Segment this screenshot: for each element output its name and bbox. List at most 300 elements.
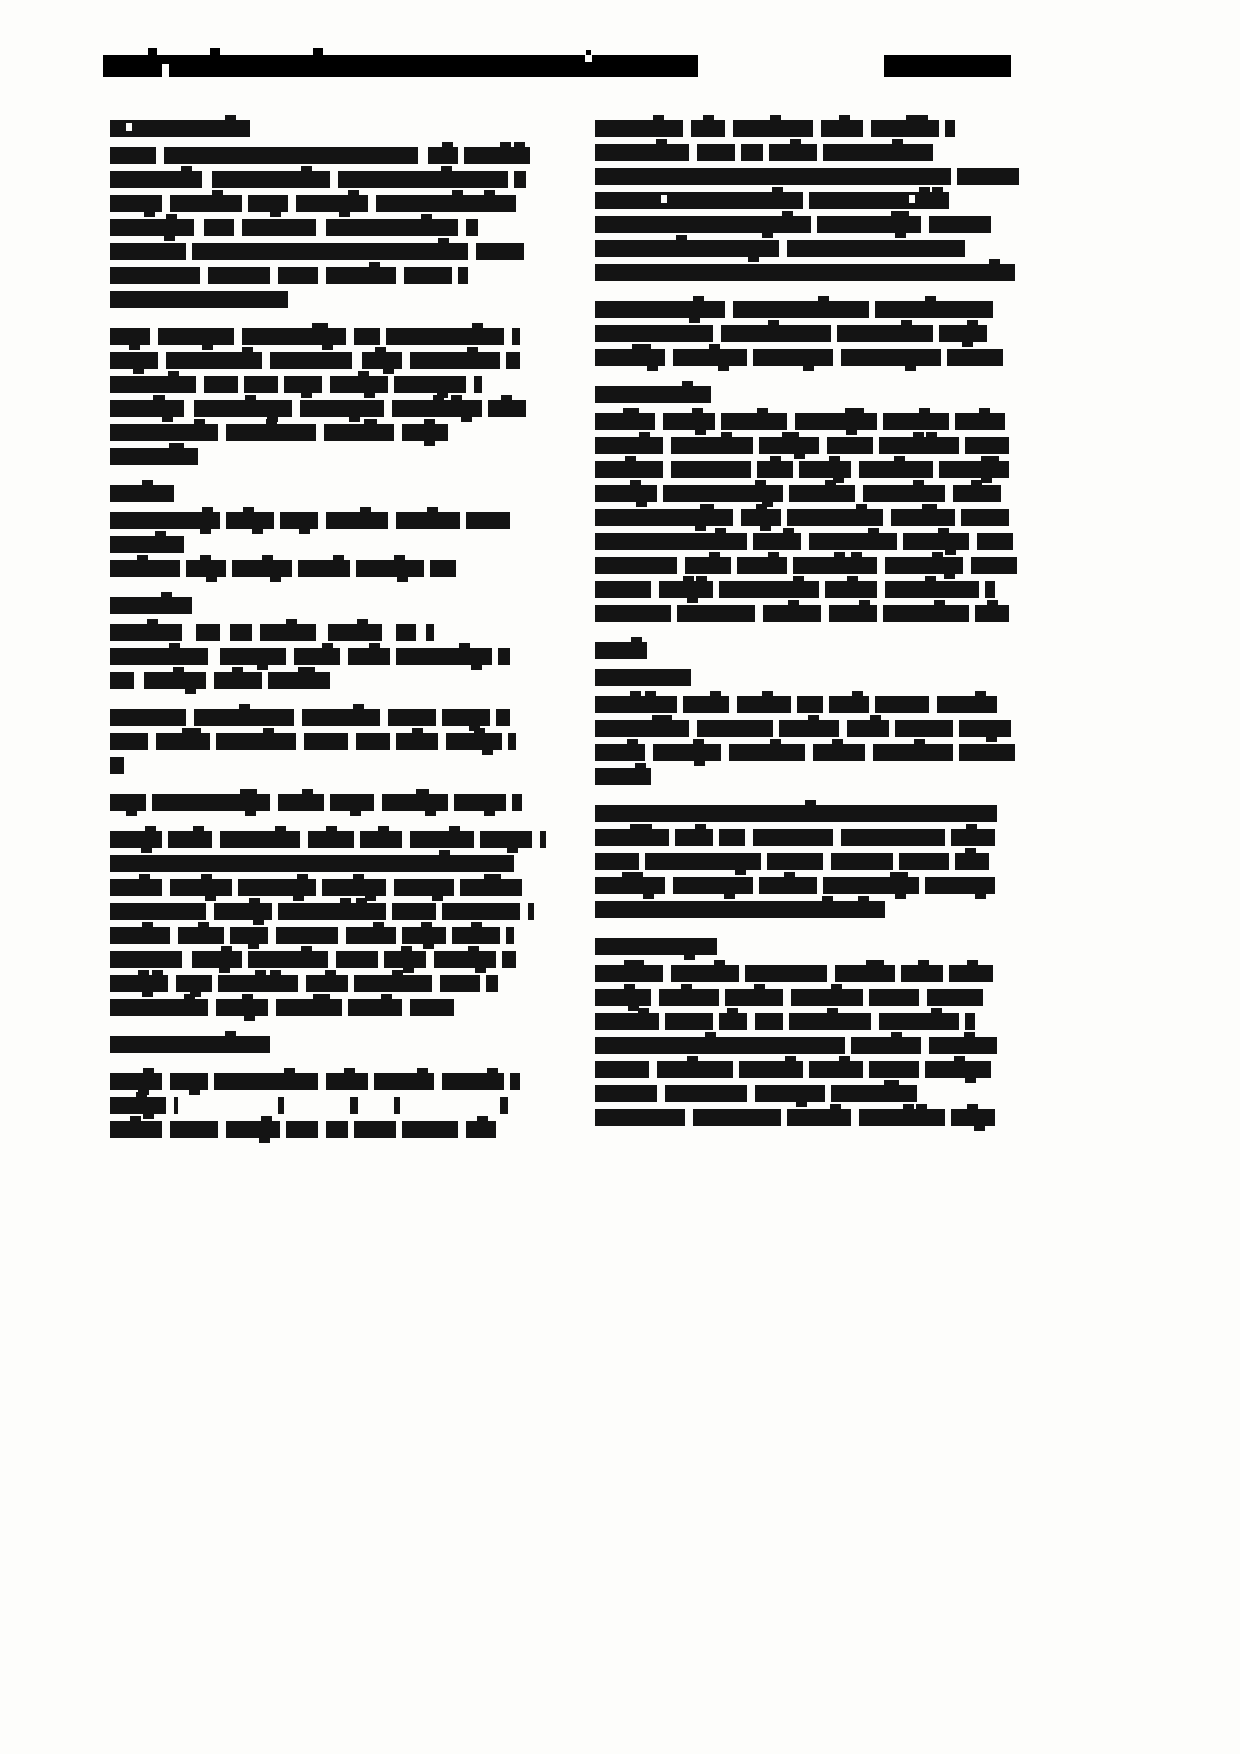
glyph-descender xyxy=(383,368,394,374)
word-gap xyxy=(358,1097,394,1114)
redaction-box xyxy=(975,605,1009,622)
glyph-ascender xyxy=(373,922,384,928)
glyph-descender xyxy=(364,392,375,398)
redaction-box xyxy=(955,413,1005,430)
redaction-box xyxy=(595,325,713,342)
redaction-box xyxy=(212,171,330,188)
redaction-box xyxy=(829,605,877,622)
glyph-ascender xyxy=(901,320,912,326)
redaction-box xyxy=(232,560,292,577)
glyph-ascender xyxy=(709,552,720,558)
word-gap xyxy=(234,328,242,345)
redacted-text-line xyxy=(595,853,1013,870)
glyph-ascender xyxy=(421,214,432,220)
glyph-ascender xyxy=(790,139,801,145)
glyph-ascender xyxy=(474,728,485,734)
redacted-text-line xyxy=(595,829,1013,846)
redaction-box xyxy=(514,171,526,188)
redaction-box xyxy=(595,965,663,982)
glyph-ascender xyxy=(788,600,799,606)
glyph-descender xyxy=(202,344,213,350)
redaction-box xyxy=(110,267,200,284)
redaction-box xyxy=(178,927,224,944)
redaction-box xyxy=(278,1097,284,1114)
word-gap xyxy=(380,709,388,726)
glyph-ascender xyxy=(932,552,943,558)
glyph-ascender xyxy=(788,432,799,438)
redaction-box xyxy=(795,413,877,430)
redacted-text-line xyxy=(595,877,1013,894)
redacted-text-line xyxy=(110,195,522,212)
redaction-box xyxy=(665,1013,713,1030)
word-gap xyxy=(733,509,741,526)
redaction-box xyxy=(506,352,520,369)
redaction-box xyxy=(925,1061,991,1078)
redaction-box xyxy=(428,147,458,164)
redaction-box xyxy=(927,989,983,1006)
glyph-descender xyxy=(397,576,408,582)
word-gap xyxy=(921,1037,929,1054)
redaction-box xyxy=(965,1013,975,1030)
redaction-box xyxy=(152,794,270,811)
glyph-ascender xyxy=(631,637,642,643)
glyph-descender xyxy=(647,365,658,371)
glyph-ascender xyxy=(827,1008,838,1014)
redaction-box xyxy=(769,144,817,161)
redaction-box xyxy=(693,1109,781,1126)
redaction-box xyxy=(809,1061,863,1078)
glyph-ascender xyxy=(202,507,213,513)
word-gap xyxy=(532,831,540,848)
redaction-box xyxy=(110,1036,270,1053)
word-gap xyxy=(416,624,426,641)
word-gap xyxy=(969,533,977,550)
glyph-descender xyxy=(724,893,735,899)
redaction-box xyxy=(873,744,953,761)
glyph-descender xyxy=(748,256,759,262)
redaction-box xyxy=(697,720,773,737)
redaction-box xyxy=(823,144,933,161)
redaction-box xyxy=(875,301,993,318)
page-footer xyxy=(0,1664,1240,1754)
redaction-box xyxy=(959,720,1011,737)
redaction-box xyxy=(192,951,242,968)
redaction-box xyxy=(110,219,194,236)
glyph-ascender xyxy=(661,715,672,721)
glyph-ascender xyxy=(966,824,977,830)
redaction-box xyxy=(434,951,496,968)
redaction-box xyxy=(294,648,340,665)
glyph-ascender xyxy=(919,187,930,193)
glyph-ascender xyxy=(768,552,779,558)
glyph-ascender xyxy=(181,166,192,172)
redaction-box xyxy=(156,733,210,750)
glyph-ascender xyxy=(418,789,429,795)
word-gap xyxy=(851,461,859,478)
redaction-box xyxy=(512,328,520,345)
redacted-text-line xyxy=(110,831,522,848)
redaction-box xyxy=(671,965,739,982)
glyph-ascender xyxy=(852,691,863,697)
redacted-heading xyxy=(110,485,522,502)
redaction-box xyxy=(719,829,745,846)
redaction-box xyxy=(671,461,751,478)
redacted-text-line xyxy=(110,733,522,750)
redaction-box xyxy=(797,696,823,713)
redacted-heading-line xyxy=(595,938,1013,955)
redacted-heading xyxy=(110,597,522,614)
glyph-ascender xyxy=(681,984,692,990)
redaction-box xyxy=(821,120,863,137)
glyph-descender xyxy=(185,688,196,694)
redaction-box xyxy=(286,1121,318,1138)
word-gap xyxy=(929,696,937,713)
redacted-text-line xyxy=(595,1085,1013,1102)
redaction-box xyxy=(442,709,490,726)
glyph-ascender xyxy=(656,139,667,145)
word-gap xyxy=(432,975,440,992)
glyph-ascender xyxy=(925,296,936,302)
glyph-ascender xyxy=(243,507,254,513)
redaction-box xyxy=(226,512,274,529)
redaction-box xyxy=(208,267,270,284)
redaction-box xyxy=(248,195,288,212)
glyph-ascender xyxy=(971,480,982,486)
redaction-box xyxy=(663,413,715,430)
glyph-counter xyxy=(126,123,132,131)
glyph-ascender xyxy=(891,211,902,217)
redaction-box xyxy=(985,581,995,598)
redacted-heading-line xyxy=(595,386,1013,403)
glyph-descender xyxy=(461,416,472,422)
glyph-ascender xyxy=(449,826,460,832)
word-gap xyxy=(426,951,434,968)
redacted-text-line xyxy=(110,794,522,811)
redaction-box xyxy=(871,120,939,137)
glyph-ascender xyxy=(692,408,703,414)
word-gap xyxy=(316,219,326,236)
glyph-descender xyxy=(803,365,814,371)
redaction-box xyxy=(174,1097,178,1114)
redaction-box xyxy=(831,1085,917,1102)
redaction-box xyxy=(110,733,148,750)
glyph-ascender xyxy=(366,419,377,425)
redacted-text-line xyxy=(595,349,1013,366)
redaction-box xyxy=(540,831,546,848)
glyph-ascender xyxy=(965,848,976,854)
redaction-box xyxy=(230,927,268,944)
word-gap xyxy=(663,437,671,454)
redacted-text-line xyxy=(110,903,522,920)
redaction-box xyxy=(384,951,426,968)
glyph-ascender xyxy=(381,994,392,1000)
word-gap xyxy=(833,829,841,846)
redaction-box xyxy=(659,581,713,598)
redaction-box xyxy=(498,648,510,665)
redacted-text-line xyxy=(110,536,522,553)
glyph-ascender xyxy=(703,115,714,121)
word-gap xyxy=(348,733,356,750)
glyph-ascender xyxy=(635,763,646,769)
redaction-box xyxy=(813,744,865,761)
redaction-box xyxy=(446,733,502,750)
left-text-column xyxy=(110,120,522,1158)
glyph-descender xyxy=(507,847,518,853)
word-gap xyxy=(665,349,673,366)
glyph-descender xyxy=(760,525,771,531)
redaction-box xyxy=(721,413,787,430)
redaction-box xyxy=(901,965,943,982)
word-gap xyxy=(438,733,446,750)
redaction-box xyxy=(110,831,162,848)
glyph-descender xyxy=(695,525,706,531)
word-gap xyxy=(268,999,276,1016)
redacted-text-line xyxy=(595,1061,1013,1078)
glyph-ascender xyxy=(275,826,286,832)
glyph-ascender xyxy=(834,552,845,558)
glyph-ascender xyxy=(459,643,470,649)
redaction-box xyxy=(386,328,504,345)
redaction-box xyxy=(879,1013,959,1030)
glyph-descender xyxy=(794,453,805,459)
glyph-descender xyxy=(695,429,706,435)
word-gap xyxy=(418,147,428,164)
redaction-box xyxy=(663,485,783,502)
glyph-ascender xyxy=(772,187,783,193)
redacted-text-line xyxy=(110,648,522,665)
glyph-ascender xyxy=(987,600,998,606)
word-gap xyxy=(286,648,294,665)
redaction-box xyxy=(791,989,863,1006)
glyph-ascender xyxy=(145,826,156,832)
glyph-descender xyxy=(259,1137,270,1143)
right-text-column xyxy=(595,120,1013,1146)
word-gap xyxy=(318,1121,326,1138)
redaction-box xyxy=(653,744,721,761)
redaction-box xyxy=(110,794,146,811)
redaction-box xyxy=(595,938,717,955)
redaction-box xyxy=(859,461,933,478)
redaction-box xyxy=(895,720,953,737)
redaction-box xyxy=(392,903,436,920)
glyph-ascender xyxy=(392,970,403,976)
glyph-ascender xyxy=(859,600,870,606)
word-gap xyxy=(386,879,394,896)
redacted-text-line xyxy=(110,560,522,577)
word-gap xyxy=(801,533,809,550)
redaction-box xyxy=(220,648,286,665)
redaction-box xyxy=(595,1037,845,1054)
redaction-box xyxy=(392,400,482,417)
glyph-ascender xyxy=(137,555,148,561)
redaction-box xyxy=(595,1061,649,1078)
glyph-ascender xyxy=(925,576,936,582)
word-gap xyxy=(729,696,737,713)
glyph-ascender xyxy=(369,643,380,649)
glyph-ascender xyxy=(710,691,721,697)
glyph-ascender xyxy=(142,922,153,928)
glyph-ascender xyxy=(683,576,694,582)
redacted-text-line xyxy=(110,1121,522,1138)
glyph-descender xyxy=(200,528,211,534)
glyph-descender xyxy=(945,549,956,555)
glyph-ascender xyxy=(261,1116,272,1122)
word-gap xyxy=(396,267,404,284)
word-gap xyxy=(340,648,348,665)
glyph-descender xyxy=(205,895,216,901)
glyph-ascender xyxy=(975,691,986,697)
glyph-ascender xyxy=(705,1032,716,1038)
redaction-box xyxy=(595,1085,657,1102)
redaction-box xyxy=(110,400,184,417)
redaction-box xyxy=(218,975,298,992)
glyph-ascender xyxy=(926,432,937,438)
redacted-text-line xyxy=(110,352,522,369)
redaction-box xyxy=(891,509,955,526)
redaction-box xyxy=(110,975,168,992)
redaction-box xyxy=(809,533,897,550)
word-gap xyxy=(284,1097,350,1114)
redaction-box xyxy=(308,831,354,848)
redaction-box xyxy=(929,1037,997,1054)
glyph-descender xyxy=(339,211,350,217)
redaction-box xyxy=(326,512,388,529)
glyph-descender xyxy=(126,810,137,816)
redaction-box xyxy=(885,581,979,598)
glyph-ascender xyxy=(693,296,704,302)
glyph-descender xyxy=(981,477,992,483)
glyph-descender xyxy=(350,810,361,816)
redaction-box xyxy=(939,461,1009,478)
redaction-box xyxy=(977,533,1013,550)
redacted-paragraph xyxy=(595,805,1013,918)
redacted-text-line xyxy=(595,965,1013,982)
redacted-text-line xyxy=(110,171,522,188)
redaction-box xyxy=(506,927,514,944)
redaction-box xyxy=(460,879,522,896)
redaction-box xyxy=(296,195,368,212)
glyph-descender xyxy=(245,810,256,816)
glyph-ascender xyxy=(785,1056,796,1062)
redacted-text-line xyxy=(110,999,522,1016)
glyph-descender xyxy=(846,429,857,435)
glyph-ascender xyxy=(627,739,638,745)
glyph-ascender xyxy=(653,115,664,121)
redacted-text-line xyxy=(595,264,1013,281)
redaction-box xyxy=(759,877,817,894)
glyph-ascender xyxy=(784,872,795,878)
redaction-box xyxy=(595,581,651,598)
redaction-box xyxy=(110,448,198,465)
redaction-box xyxy=(595,557,677,574)
glyph-ascender xyxy=(770,115,781,121)
redaction-box xyxy=(268,672,330,689)
glyph-ascender xyxy=(916,1104,927,1110)
glyph-ascender xyxy=(918,960,929,966)
redaction-box xyxy=(278,267,318,284)
glyph-ascender xyxy=(239,704,250,710)
redacted-text-line xyxy=(595,989,1013,1006)
glyph-ascender xyxy=(357,619,368,625)
redaction-box xyxy=(186,560,226,577)
redaction-box xyxy=(595,386,711,403)
glyph-ascender xyxy=(166,214,177,220)
redaction-box xyxy=(230,624,252,641)
redaction-box xyxy=(328,624,382,641)
redacted-paragraph xyxy=(595,965,1013,1126)
word-gap xyxy=(292,400,300,417)
glyph-ascender xyxy=(240,789,251,795)
glyph-ascender xyxy=(762,691,773,697)
redaction-box xyxy=(831,853,893,870)
redaction-box xyxy=(376,195,516,212)
word-gap xyxy=(520,903,528,920)
glyph-ascender xyxy=(858,896,869,902)
redaction-box xyxy=(276,927,338,944)
glyph-ascender xyxy=(703,504,714,510)
word-gap xyxy=(833,349,841,366)
redaction-box xyxy=(168,831,212,848)
glyph-ascender xyxy=(313,994,324,1000)
word-gap xyxy=(665,877,673,894)
glyph-ascender xyxy=(931,1008,942,1014)
glyph-ascender xyxy=(138,970,149,976)
glyph-ascender xyxy=(830,1104,841,1110)
glyph-descender xyxy=(694,760,705,766)
glyph-descender xyxy=(471,664,482,670)
word-gap xyxy=(663,965,671,982)
word-gap xyxy=(713,325,721,342)
redaction-box xyxy=(110,951,182,968)
redaction-box xyxy=(302,709,380,726)
redaction-box xyxy=(244,376,278,393)
word-gap xyxy=(150,328,158,345)
redaction-box xyxy=(474,376,482,393)
word-gap xyxy=(270,794,278,811)
redacted-text-line xyxy=(110,855,522,872)
glyph-descender xyxy=(718,365,729,371)
redacted-text-line xyxy=(110,147,522,164)
redacted-text-line xyxy=(110,672,522,689)
glyph-ascender xyxy=(245,395,256,401)
redaction-box xyxy=(402,1121,458,1138)
glyph-counter xyxy=(909,195,915,203)
redacted-text-line xyxy=(595,901,1013,918)
redaction-box xyxy=(741,509,781,526)
word-gap xyxy=(208,648,220,665)
redaction-box xyxy=(214,903,272,920)
redaction-box xyxy=(410,352,500,369)
redaction-box xyxy=(394,879,454,896)
redacted-heading-line xyxy=(595,642,1013,659)
redaction-box xyxy=(176,975,212,992)
word-gap xyxy=(200,267,208,284)
redaction-box xyxy=(356,733,390,750)
redaction-box xyxy=(324,424,394,441)
redacted-text-line xyxy=(110,243,522,260)
redaction-box xyxy=(354,975,432,992)
glyph-descender xyxy=(133,368,144,374)
glyph-ascender xyxy=(270,970,281,976)
redaction-box xyxy=(216,733,296,750)
glyph-descender xyxy=(143,1113,154,1119)
glyph-ascender xyxy=(913,432,924,438)
glyph-ascender xyxy=(967,320,978,326)
glyph-descender xyxy=(687,597,698,603)
glyph-descender xyxy=(905,365,916,371)
redaction-box xyxy=(875,696,929,713)
redaction-box xyxy=(595,877,665,894)
